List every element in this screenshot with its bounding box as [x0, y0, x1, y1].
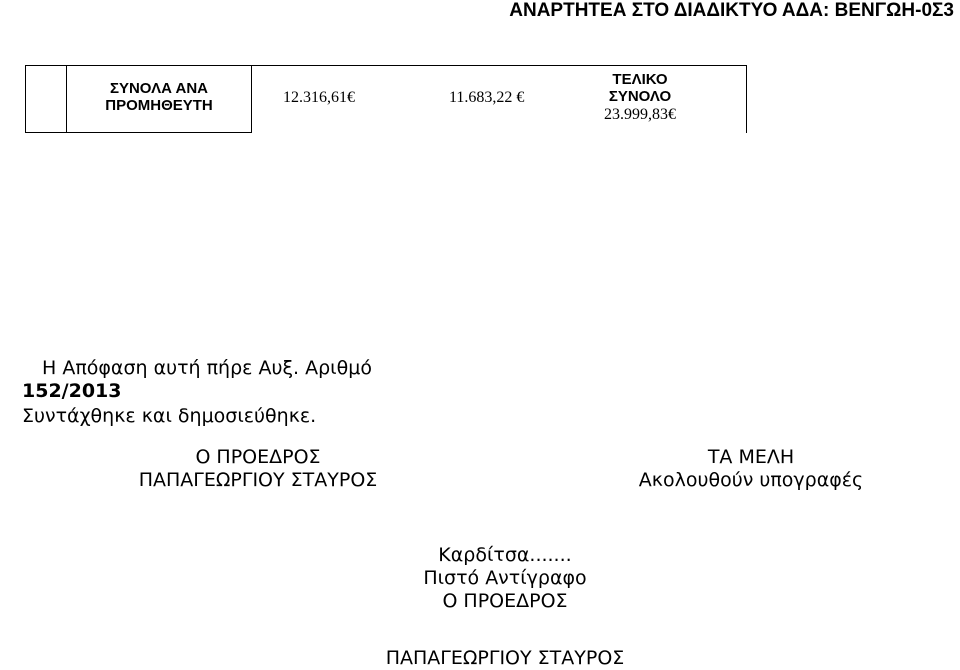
- table-border-left: [25, 65, 26, 133]
- president-title: Ο ΠΡΟΕΔΡΟΣ: [195, 446, 321, 468]
- currency-symbol-3: €: [668, 106, 676, 123]
- decision-line-1: Η Απόφαση αυτή πήρε Αυξ. Αριθμό: [42, 357, 372, 379]
- row-label-line1: ΣΥΝΟΛΑ ΑΝΑ: [109, 80, 209, 97]
- row-label-line2: ΠΡΟΜΗΘΕΥΤΗ: [105, 97, 213, 114]
- final-total-value: 23.999,83: [604, 106, 668, 123]
- supplier-total-2-value: 11.683,22: [449, 89, 513, 106]
- currency-symbol-2: €: [516, 89, 525, 106]
- table-divider-2: [251, 65, 252, 133]
- certification-president-name: ΠΑΠΑΓΕΩΡΓΙΟΥ ΣΤΑΥΡΟΣ: [385, 647, 625, 669]
- supplier-total-1: [283, 89, 355, 107]
- table-border-bottom-left: [25, 132, 252, 133]
- totals-table: [25, 65, 747, 133]
- final-label-line1: ΤΕΛΙΚΟ: [612, 71, 668, 88]
- decision-number: 152/2013: [22, 380, 122, 402]
- supplier-total-2: [449, 89, 524, 107]
- row-label-cell: [67, 80, 251, 114]
- table-border-top: [25, 65, 747, 66]
- certification-president-title: Ο ΠΡΟΕΔΡΟΣ: [442, 590, 568, 612]
- currency-symbol-1: €: [347, 89, 355, 106]
- page-header-title: ΑΝΑΡΤΗΤΕΑ ΣΤΟ ΔΙΑΔΙΚΤΥΟ ΑΔΑ: ΒΕΝΓΩΗ-0Σ3: [509, 0, 954, 21]
- members-signature-block: [606, 446, 896, 492]
- members-note: Ακολουθούν υπογραφές: [638, 469, 864, 491]
- certification-copy-label: Πιστό Αντίγραφο: [423, 567, 587, 589]
- final-total: [585, 105, 695, 124]
- members-title: ΤΑ ΜΕΛΗ: [707, 446, 795, 468]
- president-name: ΠΑΠΑΓΕΩΡΓΙΟΥ ΣΤΑΥΡΟΣ: [138, 469, 378, 491]
- certification-place: Καρδίτσα.......: [438, 544, 572, 566]
- supplier-total-1-value: 12.316,61: [283, 89, 347, 106]
- certification-block: [340, 544, 670, 613]
- final-total-cell: [585, 71, 695, 124]
- president-signature-block: [99, 446, 417, 492]
- table-border-right: [746, 65, 747, 133]
- final-label-line2: ΣΥΝΟΛΟ: [608, 88, 672, 105]
- decision-line-3: Συντάχθηκε και δημοσιεύθηκε.: [22, 405, 317, 427]
